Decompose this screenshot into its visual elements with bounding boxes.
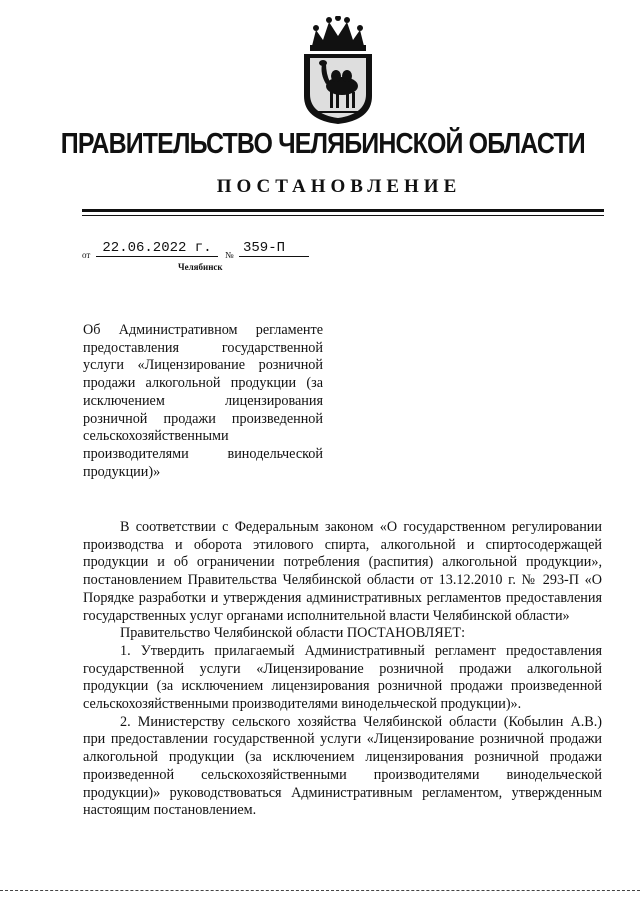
date-prefix-label: от xyxy=(82,250,91,260)
page-bottom-edge xyxy=(0,890,640,891)
header-divider-thin xyxy=(82,215,604,216)
resolution-paragraph: Правительство Челябинской области ПОСТАНОВЛЯЕТ: xyxy=(120,625,466,642)
chelyabinsk-coat-of-arms-icon xyxy=(296,16,380,126)
document-number: 359-П xyxy=(239,240,309,257)
item-2-paragraph: 2. Министерству сельского хозяйства Челябинской области (Кобылин А.В.) при предоставлении государственной услуги «Лицензирование розничной продажи алкогольной продукции (за исключением лицензирования розничной продажи произведенной сельскохозяйственными производителями винодельческой продукции)» руководствоваться Административным регламентом, утвержденным настоящим постановлением. xyxy=(83,713,602,819)
document-body xyxy=(83,519,602,820)
preamble-paragraph: В соответствии с Федеральным законом «О государственном регулировании производства и оборота этилового спирта, алкогольной и спиртосодержащей продукции и об ограничении потребления (распития) алкогольной продукции», постановлением Правительства Челябинской области от 13.12.2010 г. № 293-П «О Порядке разработки и утверждения административных регламентов предоставления государственных услуг органами исполнительной власти Челябинской области» xyxy=(83,519,602,624)
document-date: 22.06.2022 г. xyxy=(96,240,218,257)
header-divider-thick xyxy=(82,209,604,212)
document-type: ПОСТАНОВЛЕНИЕ xyxy=(216,176,462,197)
city-label: Челябинск xyxy=(178,262,223,272)
number-prefix-label: № xyxy=(225,250,234,260)
item-1-paragraph: 1. Утвердить прилагаемый Административный регламент предоставления государственной услуги «Лицензирование розничной продажи алкогольной продукции (за исключением лицензирования розничной продажи произведенной сельскохозяйственными производителями винодельческой продукции)». xyxy=(83,642,602,713)
government-title: ПРАВИТЕЛЬСТВО ЧЕЛЯБИНСКОЙ ОБЛАСТИ xyxy=(60,128,585,160)
document-subject: Об Административном регламенте предоставления государственной услуги «Лицензирование розничной продажи алкогольной продукции (за исключением лицензирования розничной продажи произведенной сельскохозяйственными производителями винодельческой продукции)» xyxy=(83,322,323,480)
